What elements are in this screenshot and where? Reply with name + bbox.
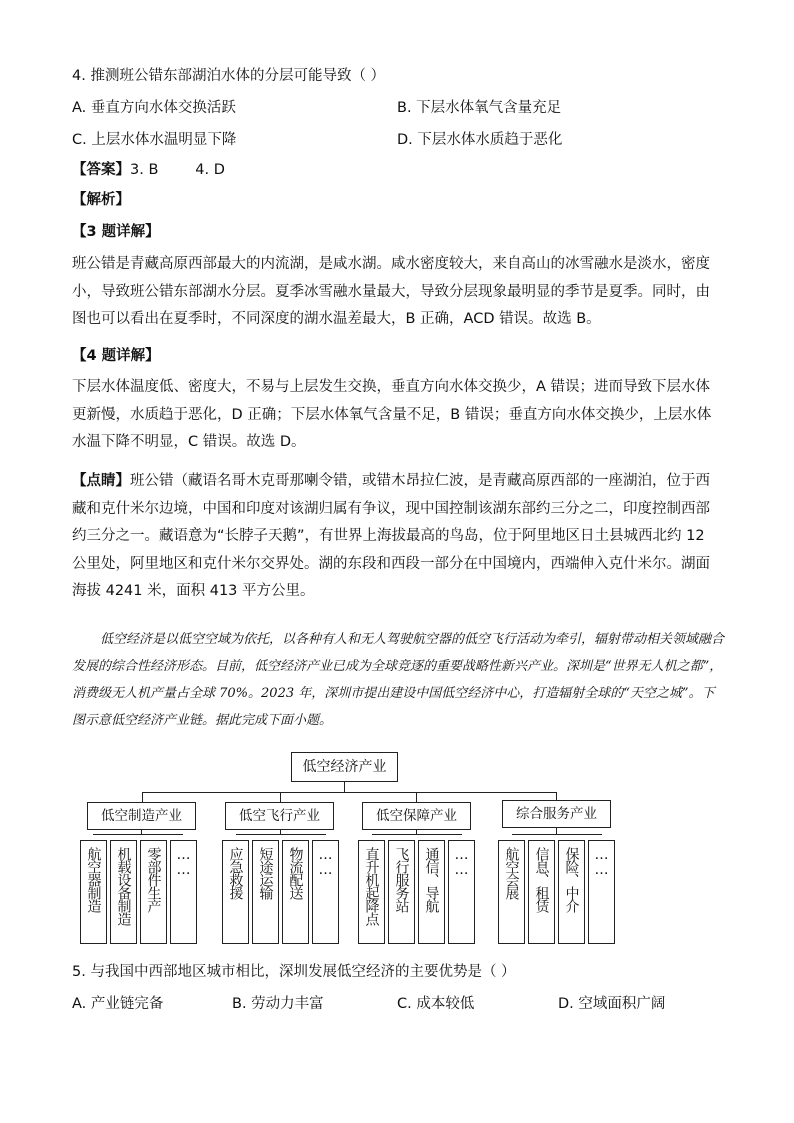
diagram-leaf-1-2: 机载设备制造	[110, 840, 137, 944]
diagram-connector	[93, 834, 183, 835]
answer-text: 3. B 4. D	[130, 162, 225, 178]
diagram-leaf-4-2: 信息、租赁	[528, 840, 555, 944]
question-5-option-c: C. 成本较低	[397, 996, 475, 1012]
diagram-connector	[512, 834, 602, 835]
question-5-option-d: D. 空域面积广阔	[558, 996, 666, 1012]
diagram-connector	[556, 828, 557, 834]
question-5-option-b: B. 劳动力丰富	[232, 996, 324, 1012]
diagram-leaf-3-4: ……	[448, 840, 475, 944]
diagram-connector	[372, 834, 462, 835]
diagram-leaf-1-4: ……	[170, 840, 197, 944]
diagram-category-2: 低空飞行产业	[225, 802, 334, 830]
question-4-option-b: B. 下层水体氧气含量充足	[397, 100, 562, 116]
diagram-leaf-4-1: 航空会展	[498, 840, 525, 944]
answer-label: 【答案】	[72, 162, 130, 178]
analysis-label: 【解析】	[72, 192, 130, 208]
question-4-option-c: C. 上层水体水温明显下降	[72, 132, 237, 148]
diagram-connector	[141, 830, 142, 834]
diagram-category-4: 综合服务产业	[502, 800, 611, 828]
note-text: 班公错（藏语名哥木克哥那喇令错，或错木昂拉仁波，是青藏高原西部的一座湖泊，位于西藏和克什米尔边境，中国和印度对该湖归属有争议，现中国控制该湖东部约三分之二，印度控制西部约三分之一。藏语意为“长脖子天鹅”，有世界上海拔最高的鸟岛，位于阿里地区日土县城西北约 12 公里处，阿里地区和克什米尔交界处。湖的东段和西段一部分在中国境内，西端伸入克什米尔。湖面海拔 4241 米，面积 413 平方公里。	[72, 473, 710, 599]
diagram-leaf-4-3: 保险、中介	[558, 840, 585, 944]
diagram-connector	[416, 830, 417, 834]
diagram-connector	[142, 792, 556, 793]
diagram-leaf-1-1: 航空器制造	[80, 840, 107, 944]
note-paragraph	[72, 468, 722, 606]
diagram-connector	[142, 792, 143, 802]
q3-detail-label: 【3 题详解】	[72, 224, 160, 240]
q4-detail-label: 【4 题详解】	[72, 348, 160, 364]
question-5-option-a: A. 产业链完备	[72, 996, 164, 1012]
diagram-leaf-4-4: ……	[588, 840, 615, 944]
diagram-connector	[344, 782, 345, 792]
question-5-stem: 5. 与我国中西部地区城市相比，深圳发展低空经济的主要优势是（ ）	[72, 964, 516, 980]
diagram-leaf-2-1: 应急救援	[222, 840, 249, 944]
question-4-option-a: A. 垂直方向水体交换活跃	[72, 100, 236, 116]
diagram-leaf-2-2: 短途运输	[252, 840, 279, 944]
diagram-connector	[416, 792, 417, 802]
diagram-connector	[280, 792, 281, 802]
diagram-connector	[236, 834, 326, 835]
diagram-leaf-3-1: 直升机起降点	[358, 840, 385, 944]
diagram-category-1: 低空制造产业	[87, 802, 196, 830]
diagram-leaf-3-3: 通信、导航	[418, 840, 445, 944]
diagram-leaf-2-3: 物流配送	[282, 840, 309, 944]
question-4-stem: 4. 推测班公错东部湖泊水体的分层可能导致（ ）	[72, 68, 386, 84]
question-4-option-d: D. 下层水体水质趋于恶化	[397, 132, 563, 148]
diagram-root: 低空经济产业	[291, 752, 398, 782]
diagram-connector	[280, 830, 281, 834]
q4-detail-text: 下层水体温度低、密度大，不易与上层发生交换，垂直方向水体交换少，A 错误；进而导致下层水体更新慢，水质趋于恶化，D 正确；下层水体氧气含量不足，B 错误；垂直方向水体交换少，上层水体水温下降不明显，C 错误。故选 D。	[72, 379, 712, 450]
note-label: 【点睛】	[72, 473, 130, 489]
diagram-leaf-2-4: ……	[312, 840, 339, 944]
q3-detail-text: 班公错是青藏高原西部最大的内流湖，是咸水湖。咸水密度较大，来自高山的冰雪融水是淡水，密度小，导致班公错东部湖水分层。夏季冰雪融水量最大，导致分层现象最明显的季节是夏季。同时，由图也可以看出在夏季时，不同深度的湖水温差最大，B 正确，ACD 错误。故选 B。	[72, 256, 710, 327]
diagram-leaf-1-3: 零部件生产	[140, 840, 167, 944]
answer-row	[72, 160, 225, 180]
diagram-category-3: 低空保障产业	[362, 802, 471, 830]
passage-text: 低空经济是以低空空域为依托，以各种有人和无人驾驶航空器的低空飞行活动为牵引，辐射带动相关领域融合发展的综合性经济形态。目前，低空经济产业已成为全球竞逐的重要战略性新兴产业。深圳是“世界无人机之都”，消费级无人机产量占全球 70%。2023 年，深圳市提出建设中国低空经济中心，打造辐射全球的“天空之城”。下图示意低空经济产业链。据此完成下面小题。	[72, 632, 725, 728]
diagram-leaf-3-2: 飞行服务站	[388, 840, 415, 944]
